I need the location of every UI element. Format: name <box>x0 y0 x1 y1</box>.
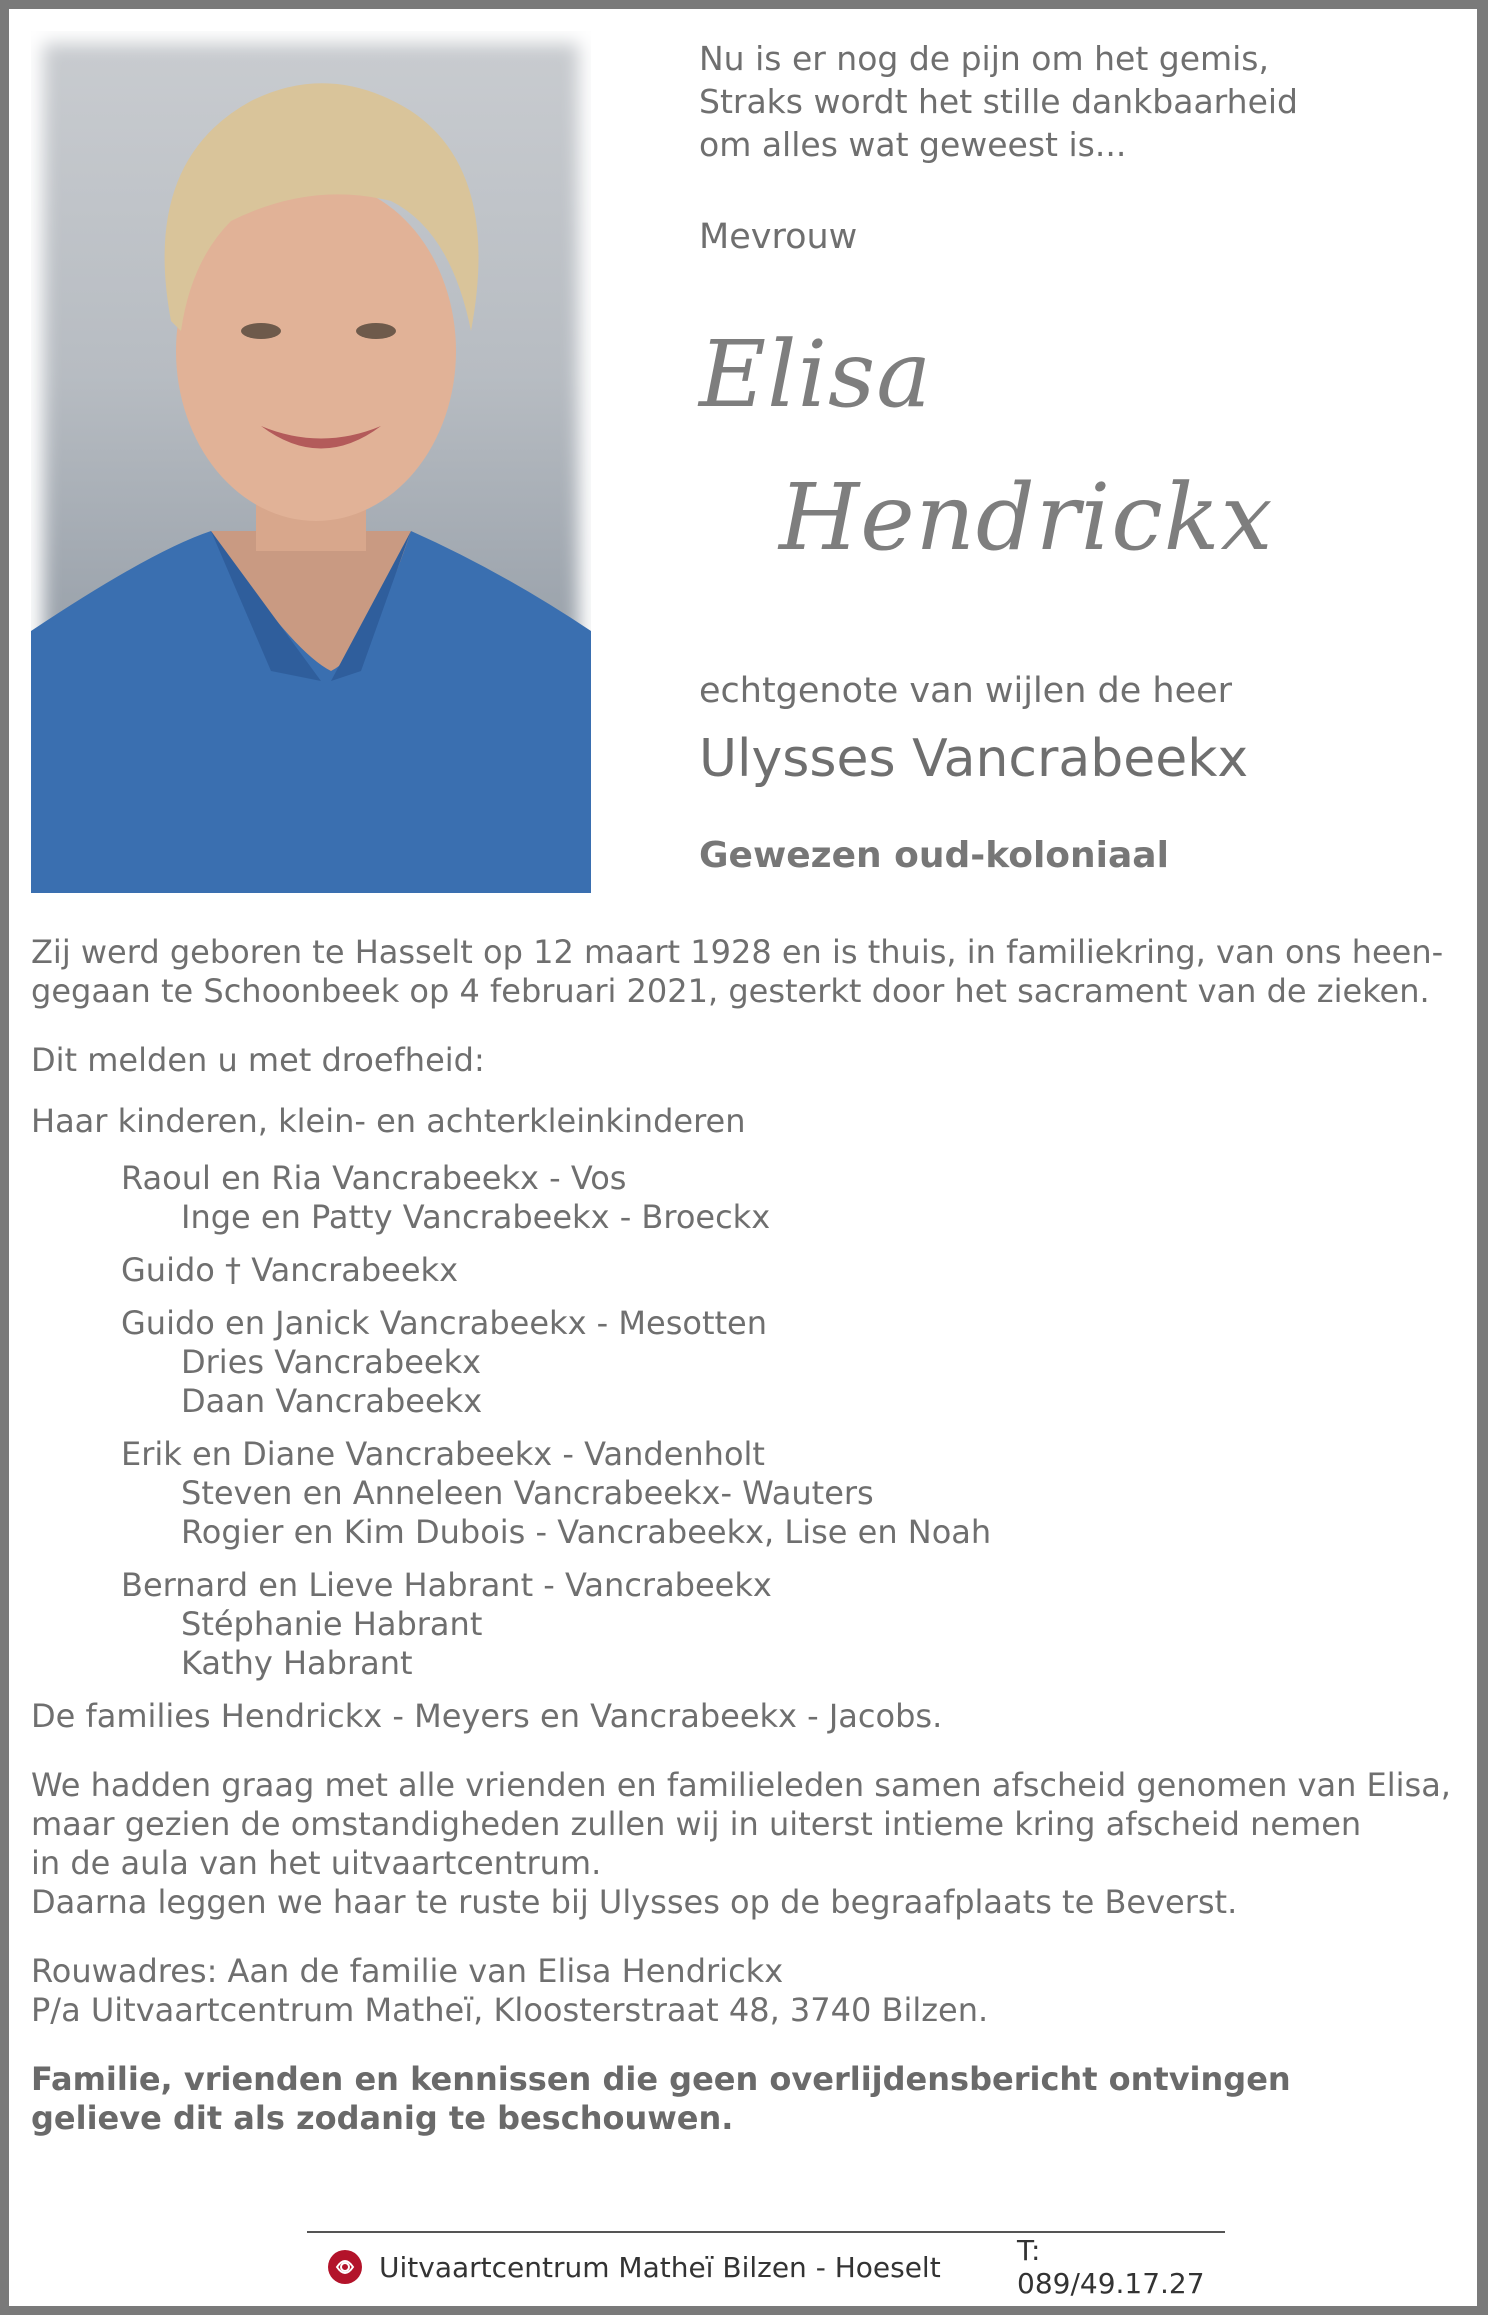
family-sub: Inge en Patty Vancrabeekx - Broeckx <box>181 1198 771 1236</box>
family-main: Guido en Janick Vancrabeekx - Mesotten <box>121 1304 767 1342</box>
farewell-line: in de aula van het uitvaartcentrum. <box>31 1844 602 1882</box>
farewell-line: maar gezien de omstandigheden zullen wij in uiterst intieme kring afscheid nemen <box>31 1805 1362 1843</box>
family-sub: Daan Vancrabeekx <box>181 1382 483 1420</box>
family-group <box>121 1566 1451 1683</box>
address-line: Rouwadres: Aan de familie van Elisa Hendrickx <box>31 1952 784 1990</box>
obituary-card <box>9 9 1477 2306</box>
deceased-first-name: Elisa <box>699 321 933 428</box>
announcement: Dit melden u met droefheid: <box>31 1041 485 1079</box>
address-line: P/a Uitvaartcentrum Matheï, Kloosterstraat 48, 3740 Bilzen. <box>31 1991 989 2029</box>
rose-logo-icon <box>327 2249 363 2285</box>
family-list <box>31 1159 1451 1683</box>
family-main: Raoul en Ria Vancrabeekx - Vos <box>121 1159 627 1197</box>
family-main: Erik en Diane Vancrabeekx - Vandenholt <box>121 1435 765 1473</box>
honorific: Mevrouw <box>699 217 858 257</box>
deceased-last-name: Hendrickx <box>779 464 1274 571</box>
family-group <box>121 1251 1451 1290</box>
portrait-illustration <box>31 31 591 893</box>
spouse-name: Ulysses Vancrabeekx <box>699 729 1249 789</box>
family-group <box>121 1435 1451 1552</box>
verse-block <box>699 37 1439 166</box>
verse-text: Nu is er nog de pijn om het gemis, Straks wordt het stille dankbaarheid om alles wat geweest is... <box>699 39 1298 164</box>
families-line: De families Hendrickx - Meyers en Vancrabeekx - Jacobs. <box>31 1697 943 1735</box>
family-sub: Dries Vancrabeekx <box>181 1343 482 1381</box>
family-main: Guido † Vancrabeekx <box>121 1251 459 1289</box>
family-sub: Kathy Habrant <box>181 1644 413 1682</box>
birth-death-text: Zij werd geboren te Hasselt op 12 maart 1928 en is thuis, in familiekring, van ons heen-gegaan te Schoonbeek op 4 februari 2021, gesterkt door het sacrament van de zieken. <box>31 933 1444 1010</box>
funeral-home-phone: T: 089/49.17.27 <box>1017 2234 1205 2300</box>
funeral-home-name: Uitvaartcentrum Matheï Bilzen - Hoeselt <box>379 2250 941 2284</box>
spouse-intro: echtgenote van wijlen de heer <box>699 671 1233 711</box>
obituary-body <box>31 933 1451 2138</box>
family-sub: Steven en Anneleen Vancrabeekx- Wauters <box>181 1474 874 1512</box>
farewell-line: We hadden graag met alle vrienden en familieleden samen afscheid genomen van Elisa, <box>31 1766 1451 1804</box>
family-group <box>121 1304 1451 1421</box>
portrait-photo <box>31 31 591 893</box>
family-main: Bernard en Lieve Habrant - Vancrabeekx <box>121 1566 772 1604</box>
farewell-line: Daarna leggen we haar te ruste bij Ulysses op de begraafplaats te Beverst. <box>31 1883 1238 1921</box>
notice-line: Familie, vrienden en kennissen die geen overlijdensbericht ontvingen <box>31 2060 1291 2098</box>
footer-divider <box>307 2231 1225 2233</box>
occupation: Gewezen oud-koloniaal <box>699 835 1169 876</box>
notice-line: gelieve dit als zodanig te beschouwen. <box>31 2099 734 2137</box>
footer <box>327 2234 1227 2300</box>
family-sub: Rogier en Kim Dubois - Vancrabeekx, Lise en Noah <box>181 1513 992 1551</box>
family-group <box>121 1159 1451 1237</box>
family-intro: Haar kinderen, klein- en achterkleinkinderen <box>31 1102 746 1140</box>
family-sub: Stéphanie Habrant <box>181 1605 483 1643</box>
